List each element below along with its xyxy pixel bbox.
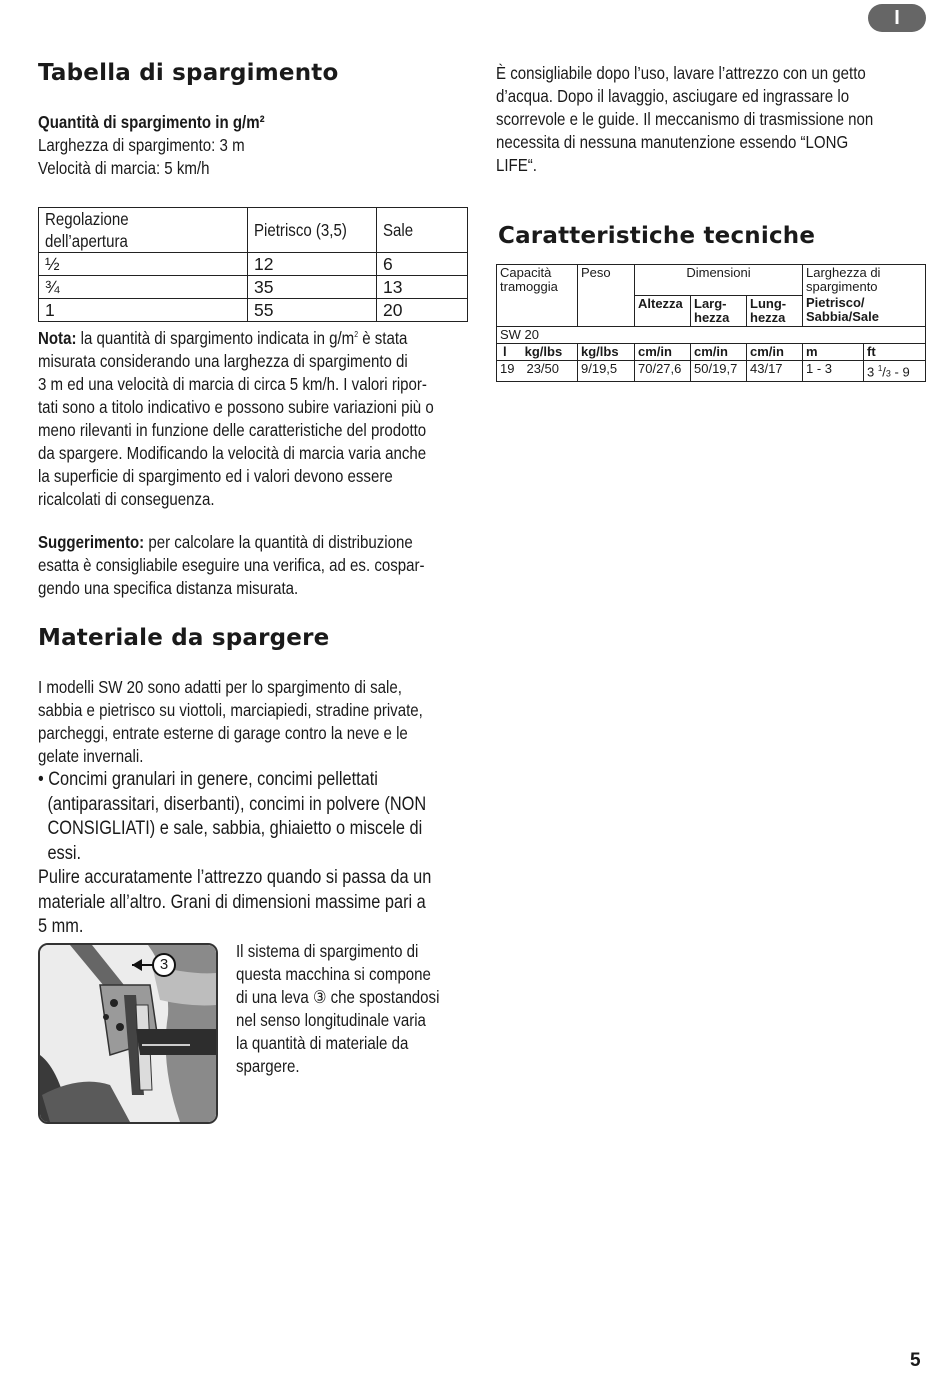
value-cell: 1 - 3 <box>803 360 864 381</box>
value-cell: 19 23/50 <box>497 360 578 381</box>
spread-table-title: Tabella di spargimento <box>38 60 339 86</box>
table-row <box>39 253 468 276</box>
table-cell: 12 <box>248 253 377 276</box>
table-cell: ½ <box>39 253 248 276</box>
material-paragraph: I modelli SW 20 sono adatti per lo spargimento di sale, sabbia e pietrisco su viottoli, marciapiedi, stradine private, parcheggi, entrate esterne di garage contro la neve e le gelate invernali. <box>38 677 423 766</box>
table-cell: 20 <box>377 299 468 322</box>
spread-width-header: Larghezza di spargimento <box>803 265 926 296</box>
capacity-header: Capacità tramoggia <box>497 265 578 327</box>
tip-paragraph: Suggerimento: per calcolare la quantità di distribuzione esatta è consigliabile eseguire una verifica, ad es. cospar- gendo una specifica distanza misurata. <box>38 532 425 598</box>
value-cell: 9/19,5 <box>578 360 635 381</box>
table-cell: 13 <box>377 276 468 299</box>
note-label: Nota: <box>38 327 77 348</box>
header-cell: Pietrisco (3,5) <box>248 208 377 253</box>
header-cell: Sale <box>377 208 468 253</box>
length-header: Lung- hezza <box>747 295 803 326</box>
table-header-row <box>39 208 468 253</box>
value-cell: 70/27,6 <box>635 360 691 381</box>
spread-width-line: Larghezza di spargimento: 3 m <box>38 135 245 155</box>
unit-cell: cm/in <box>747 343 803 360</box>
speed-line: Velocità di marcia: 5 km/h <box>38 158 210 178</box>
table-row <box>497 343 926 360</box>
list-item: • Concimi granulari in genere, concimi pellettati <box>38 769 378 790</box>
spread-params <box>38 111 301 180</box>
callout-number: 3 <box>159 956 169 973</box>
lever-drawing-icon <box>40 945 216 1122</box>
table-row <box>497 360 926 381</box>
material-title: Materiale da spargere <box>38 625 330 651</box>
page-number: 5 <box>910 1350 921 1371</box>
note-paragraph: Nota: la quantità di spargimento indicata in $g/m^2$ è stata misurata considerando una larghezza di spargimento di 3 m ed una velocità di marcia di circa 5 km/h. I valori ripor- tati sono a titolo indicativo e possono subire variazioni più o meno rilevanti in funzione delle caratteristiche del prodotto da spargere. Modificando la velocità di marcia varia anche la superficie di spargimento ed i valori devono essere ricalcolati di conseguenza. <box>38 327 434 509</box>
height-header: Altezza <box>635 295 691 326</box>
lever-paragraph: Il sistema di spargimento di questa macchina si compone di una leva ③ che spostandosi nel senso longitudinale varia la quantità di materiale da spargere. <box>236 941 440 1076</box>
table-row <box>497 326 926 343</box>
value-cell: 43/17 <box>747 360 803 381</box>
header-cell: Regolazione dell’apertura <box>39 208 248 253</box>
bullet-list: • Concimi granulari in genere, concimi pellettati (antiparassitari, diserbanti), concimi in polvere (NON CONSIGLIATI) e sale, sabbia, ghiaietto o miscele di essi. <box>38 769 427 864</box>
clean-paragraph: Pulire accuratamente l’attrezzo quando si passa da un materiale all’altro. Grani di dimensioni massime pari a 5 mm. <box>38 867 432 937</box>
unit-cell: cm/in <box>635 343 691 360</box>
unit-cell: m <box>803 343 864 360</box>
tip-label: Suggerimento: <box>38 532 145 552</box>
care-paragraph: È consigliabile dopo l’uso, lavare l’attrezzo con un getto d’acqua. Dopo il lavaggio, asciugare ed ingrassare lo scorrevole e le guide. Il meccanismo di trasmissione non necessita di nessuna manutenzione essendo “LONG LIFE“. <box>496 63 874 175</box>
dimensions-header: Dimensioni <box>635 265 803 296</box>
table-cell: 55 <box>248 299 377 322</box>
value-cell: 3 $^1$/3 - 9 <box>864 360 926 381</box>
width-header: Larg- hezza <box>691 295 747 326</box>
weight-header: Peso <box>578 265 635 327</box>
material-header: Pietrisco/ Sabbia/Sale <box>803 295 926 326</box>
unit-cell: l kg/lbs <box>497 343 578 360</box>
table-cell: ¾ <box>39 276 248 299</box>
language-tab: I <box>868 4 926 32</box>
tech-title: Caratteristiche tecniche <box>498 223 816 249</box>
table-row <box>39 276 468 299</box>
spread-subtitle: Quantità di spargimento in g/m² <box>38 112 265 132</box>
table-cell: 6 <box>377 253 468 276</box>
table-row <box>39 299 468 322</box>
table-cell: 1 <box>39 299 248 322</box>
model-cell: SW 20 <box>497 326 926 343</box>
table-cell: 35 <box>248 276 377 299</box>
table-row <box>497 265 926 296</box>
unit-cell: cm/in <box>691 343 747 360</box>
spreader-lever-illustration <box>38 943 218 1124</box>
tech-table <box>496 264 926 382</box>
unit-cell: kg/lbs <box>578 343 635 360</box>
value-cell: 50/19,7 <box>691 360 747 381</box>
spread-table <box>38 207 468 322</box>
unit-cell: ft <box>864 343 926 360</box>
